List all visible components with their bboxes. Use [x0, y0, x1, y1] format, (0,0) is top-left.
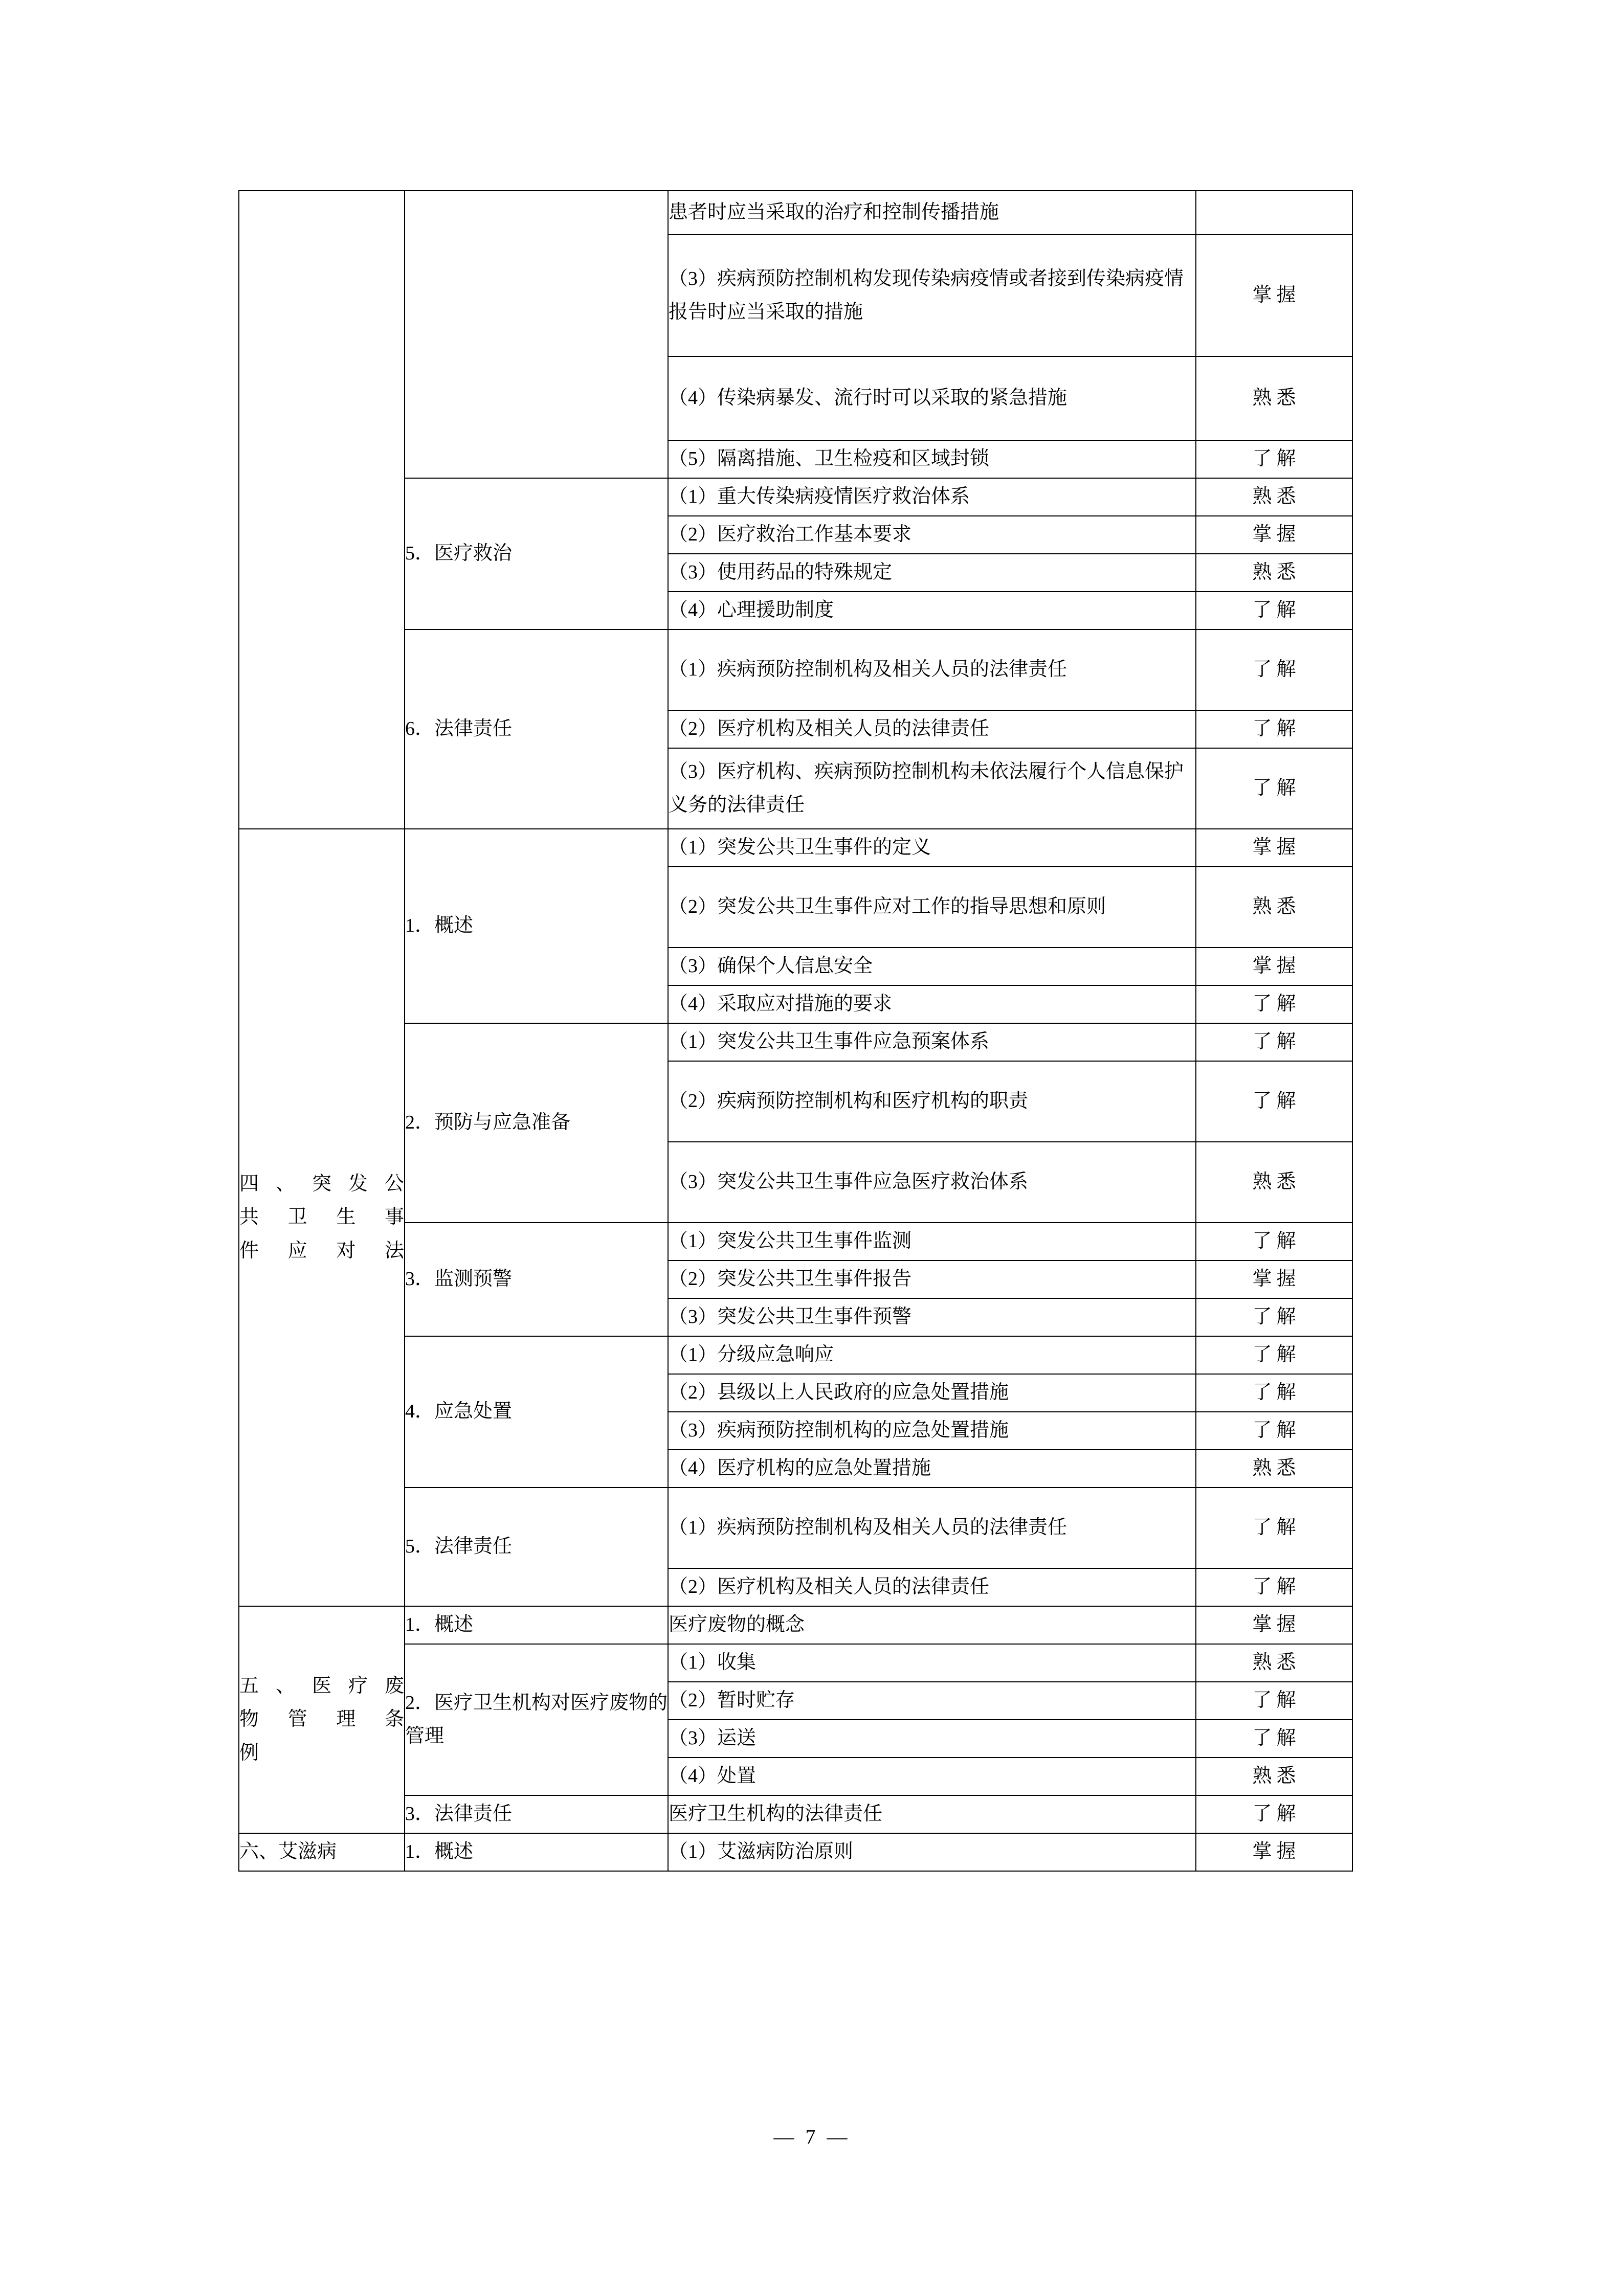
level-cell: 熟悉	[1196, 478, 1352, 516]
point-cell: （2）疾病预防控制机构和医疗机构的职责	[668, 1061, 1196, 1142]
level-cell: 了解	[1196, 1336, 1352, 1374]
page-number: — 7 —	[773, 2125, 851, 2148]
topic-cell: 5．医疗救治	[405, 478, 668, 629]
level-cell: 了解	[1196, 629, 1352, 710]
section-cell-gonggong-weisheng	[239, 829, 405, 1606]
topic-cell: 6．法律责任	[405, 629, 668, 829]
topic-cell: 1．概述	[405, 1606, 668, 1644]
table-row	[239, 629, 1352, 710]
point-cell: （4）采取应对措施的要求	[668, 985, 1196, 1023]
section-cell-continued	[239, 191, 405, 829]
level-cell: 了解	[1196, 710, 1352, 748]
topic-cell: 2．预防与应急准备	[405, 1023, 668, 1223]
level-cell: 了解	[1196, 1720, 1352, 1758]
level-cell: 熟悉	[1196, 867, 1352, 948]
level-cell: 掌握	[1196, 829, 1352, 867]
level-cell: 了解	[1196, 1374, 1352, 1412]
level-cell: 了解	[1196, 1568, 1352, 1606]
table-row	[239, 829, 1352, 867]
section-label-line-2: 物管理条	[239, 1708, 404, 1730]
point-cell: （3）医疗机构、疾病预防控制机构未依法履行个人信息保护义务的法律责任	[668, 748, 1196, 829]
point-cell: （1）重大传染病疫情医疗救治体系	[668, 478, 1196, 516]
level-cell: 了解	[1196, 1682, 1352, 1720]
point-cell: （3）使用药品的特殊规定	[668, 554, 1196, 592]
level-cell: 了解	[1196, 1412, 1352, 1450]
table-row	[239, 1223, 1352, 1260]
point-cell: （1）艾滋病防治原则	[668, 1833, 1196, 1871]
section-label-line-2: 共卫生事	[239, 1206, 404, 1228]
point-cell: （4）传染病暴发、流行时可以采取的紧急措施	[668, 356, 1196, 440]
table-row	[239, 1833, 1352, 1871]
point-cell: （3）突发公共卫生事件预警	[668, 1298, 1196, 1336]
point-cell: （2）医疗救治工作基本要求	[668, 516, 1196, 554]
level-cell: 了解	[1196, 985, 1352, 1023]
level-cell: 熟悉	[1196, 1758, 1352, 1795]
point-cell: （5）隔离措施、卫生检疫和区域封锁	[668, 440, 1196, 478]
point-cell: （2）突发公共卫生事件应对工作的指导思想和原则	[668, 867, 1196, 948]
point-cell: （2）县级以上人民政府的应急处置措施	[668, 1374, 1196, 1412]
table-row	[239, 191, 1352, 235]
level-cell: 掌握	[1196, 235, 1352, 356]
topic-cell: 2．医疗卫生机构对医疗废物的管理	[405, 1644, 668, 1795]
level-cell: 了解	[1196, 592, 1352, 629]
level-cell: 熟悉	[1196, 356, 1352, 440]
point-cell: （3）突发公共卫生事件应急医疗救治体系	[668, 1142, 1196, 1223]
point-cell: （3）疾病预防控制机构的应急处置措施	[668, 1412, 1196, 1450]
point-cell: （1）突发公共卫生事件的定义	[668, 829, 1196, 867]
topic-cell: 1．概述	[405, 1833, 668, 1871]
point-cell: （1）突发公共卫生事件应急预案体系	[668, 1023, 1196, 1061]
section-label-line-3: 件应对法	[239, 1240, 404, 1262]
point-cell: 医疗卫生机构的法律责任	[668, 1795, 1196, 1833]
point-cell: （1）收集	[668, 1644, 1196, 1682]
section-cell-yiliao-feiwu	[239, 1606, 405, 1833]
level-cell: 掌握	[1196, 1260, 1352, 1298]
point-cell: （2）医疗机构及相关人员的法律责任	[668, 1568, 1196, 1606]
table-row	[239, 1606, 1352, 1644]
point-cell: （1）疾病预防控制机构及相关人员的法律责任	[668, 1488, 1196, 1568]
level-cell: 了解	[1196, 1061, 1352, 1142]
level-cell: 掌握	[1196, 1606, 1352, 1644]
level-cell: 了解	[1196, 1298, 1352, 1336]
point-cell: （4）处置	[668, 1758, 1196, 1795]
level-cell: 掌握	[1196, 948, 1352, 985]
table-row	[239, 1336, 1352, 1374]
point-cell: （3）确保个人信息安全	[668, 948, 1196, 985]
point-cell: 医疗废物的概念	[668, 1606, 1196, 1644]
level-cell: 了解	[1196, 1488, 1352, 1568]
section-label-line-1: 四、突发公	[239, 1173, 404, 1195]
point-cell: （2）突发公共卫生事件报告	[668, 1260, 1196, 1298]
section-label-line-1: 五、医疗废	[239, 1675, 404, 1697]
level-cell	[1196, 191, 1352, 235]
level-cell: 掌握	[1196, 516, 1352, 554]
topic-cell: 4．应急处置	[405, 1336, 668, 1488]
level-cell: 熟悉	[1196, 1450, 1352, 1488]
level-cell: 了解	[1196, 440, 1352, 478]
topic-cell: 1．概述	[405, 829, 668, 1023]
topic-cell-continued	[405, 191, 668, 478]
level-cell: 了解	[1196, 1023, 1352, 1061]
level-cell: 熟悉	[1196, 554, 1352, 592]
topic-cell: 3．监测预警	[405, 1223, 668, 1336]
level-cell: 掌握	[1196, 1833, 1352, 1871]
point-cell: 患者时应当采取的治疗和控制传播措施	[668, 191, 1196, 235]
point-cell: （1）疾病预防控制机构及相关人员的法律责任	[668, 629, 1196, 710]
table-row	[239, 1023, 1352, 1061]
topic-cell: 5．法律责任	[405, 1488, 668, 1606]
point-cell: （3）运送	[668, 1720, 1196, 1758]
section-label-line-3: 例	[239, 1742, 259, 1764]
table-row	[239, 1644, 1352, 1682]
point-cell: （4）医疗机构的应急处置措施	[668, 1450, 1196, 1488]
syllabus-table	[238, 190, 1353, 1872]
level-cell: 熟悉	[1196, 1142, 1352, 1223]
topic-cell: 3．法律责任	[405, 1795, 668, 1833]
table-row	[239, 1795, 1352, 1833]
point-cell: （1）突发公共卫生事件监测	[668, 1223, 1196, 1260]
table-row	[239, 478, 1352, 516]
point-cell: （2）暂时贮存	[668, 1682, 1196, 1720]
level-cell: 熟悉	[1196, 1644, 1352, 1682]
point-cell: （1）分级应急响应	[668, 1336, 1196, 1374]
point-cell: （3）疾病预防控制机构发现传染病疫情或者接到传染病疫情报告时应当采取的措施	[668, 235, 1196, 356]
section-label-line-1: 六、艾滋病	[239, 1841, 337, 1863]
syllabus-table-container	[238, 190, 1352, 1872]
section-cell-aizibing	[239, 1833, 405, 1871]
level-cell: 了解	[1196, 748, 1352, 829]
level-cell: 了解	[1196, 1223, 1352, 1260]
point-cell: （4）心理援助制度	[668, 592, 1196, 629]
level-cell: 了解	[1196, 1795, 1352, 1833]
point-cell: （2）医疗机构及相关人员的法律责任	[668, 710, 1196, 748]
table-row	[239, 1488, 1352, 1568]
